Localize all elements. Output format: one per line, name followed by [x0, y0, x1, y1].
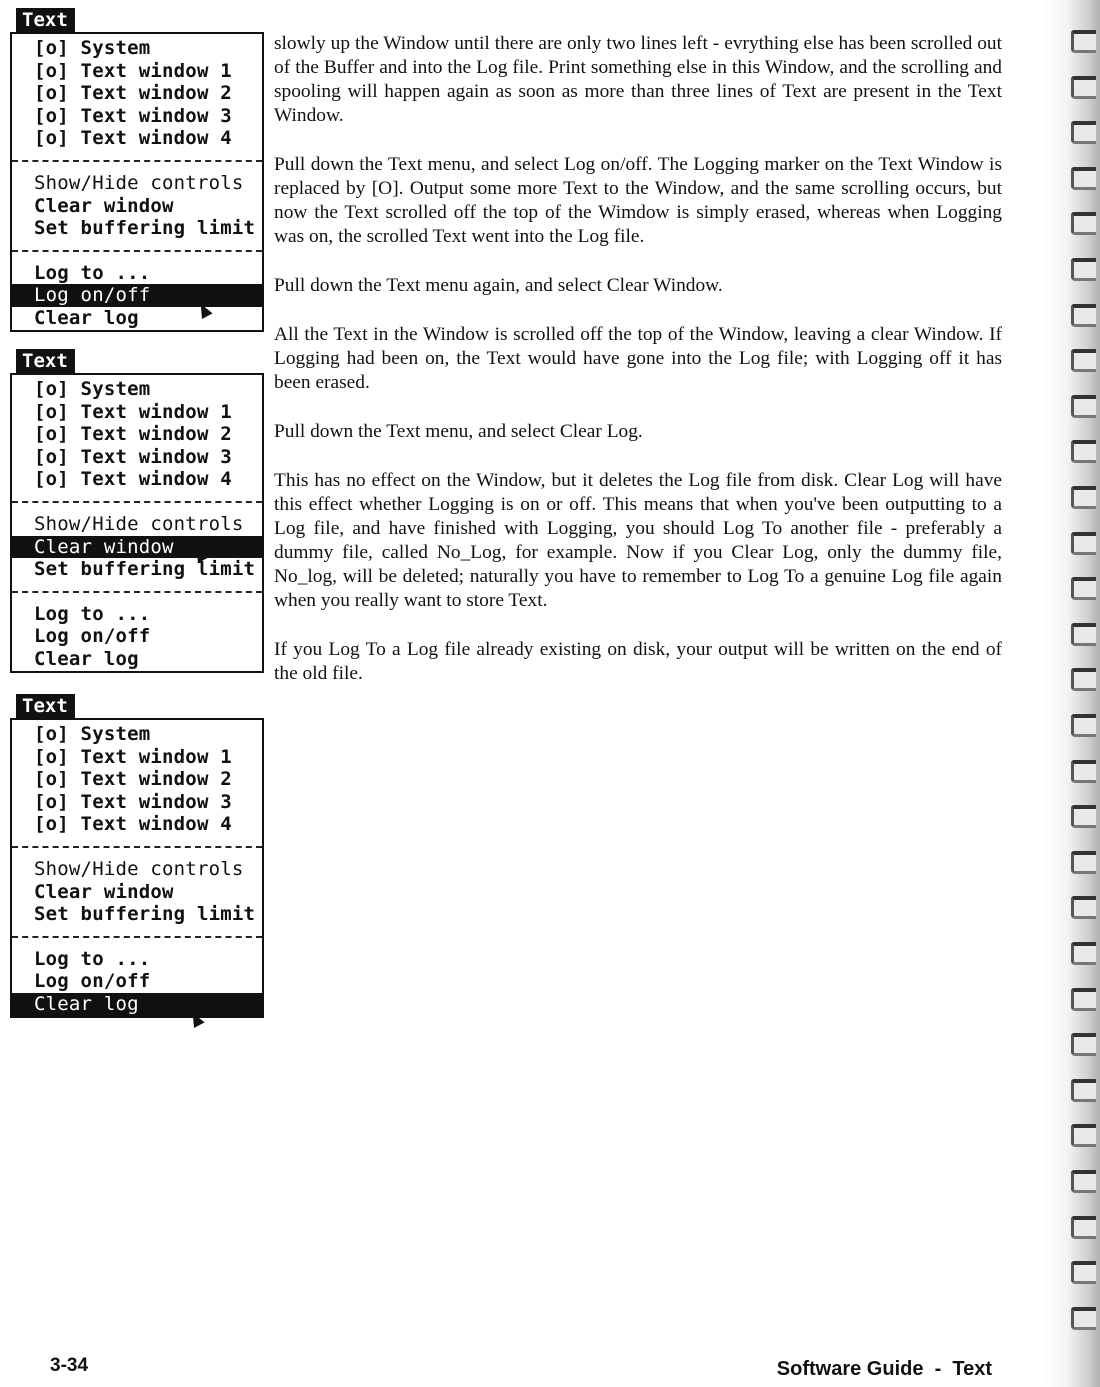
menu-item-log-to[interactable]: Log to ... [34, 261, 151, 284]
menu-item-set-buffering-limit[interactable]: Set buffering limit [34, 217, 256, 240]
paragraph-4: All the Text in the Window is scrolled off the top of the Window, leaving a clear Window. If Logging had been on, the Text would have gone into the Log file; with Logging off it has been erased. [274, 324, 1002, 393]
binding-hole [1071, 623, 1096, 646]
menu-separator [12, 936, 262, 938]
binding-hole [1071, 349, 1096, 372]
menu-separator [12, 846, 262, 848]
menu-title[interactable]: Text [16, 694, 75, 718]
binding-hole [1071, 1033, 1096, 1056]
menu-item-text-window-4[interactable]: [o] Text window 4 [34, 127, 232, 150]
menu-item-text-window-1[interactable]: [o] Text window 1 [34, 745, 232, 768]
menu-item-clear-log[interactable]: Clear log [12, 993, 262, 1016]
menu-item-text-window-1[interactable]: [o] Text window 1 [34, 59, 232, 82]
menu-separator [12, 501, 262, 503]
menu-item-log-on-off[interactable]: Log on/off [12, 284, 262, 307]
spiral-binding [1040, 0, 1100, 1387]
menu-item-show-hide-controls[interactable]: Show/Hide controls [34, 512, 244, 535]
binding-hole [1071, 851, 1096, 874]
binding-hole [1071, 76, 1096, 99]
menu-item-clear-window[interactable]: Clear window [12, 536, 262, 559]
binding-hole [1071, 121, 1096, 144]
binding-hole [1071, 805, 1096, 828]
binding-hole [1071, 212, 1096, 235]
body-text [274, 32, 1002, 711]
menu-dropdown [10, 718, 264, 1018]
paragraph-3: Pull down the Text menu again, and select Clear Window. [274, 275, 723, 296]
paragraph-6: This has no effect on the Window, but it deletes the Log file from disk. Clear Log will have this effect whether Logging is on or off. This means that when you've been outputting to a Log file, and have finished with Logging, you should Log To another file - preferably a dummy file, called No_Log, for example. Now if you Clear Log, only the dummy file, No_log, will be deleted; naturally you have to remember to Log To a genuine Log file again when you really want to store Text. [274, 470, 1002, 611]
menu-item-text-window-2[interactable]: [o] Text window 2 [34, 768, 232, 791]
menu-item-log-to[interactable]: Log to ... [34, 947, 151, 970]
binding-hole [1071, 167, 1096, 190]
menu-item-log-on-off[interactable]: Log on/off [34, 625, 151, 648]
menu-dropdown [10, 32, 264, 332]
menu-item-log-to[interactable]: Log to ... [34, 602, 151, 625]
page-number: 3-34 [50, 1355, 89, 1376]
menu-item-text-window-4[interactable]: [o] Text window 4 [34, 813, 232, 836]
paragraph-2: Pull down the Text menu, and select Log on/off. The Logging marker on the Text Window is replaced by [O]. Output some more Text to the Window, and the same scrolling occurs, but now the Text scrolled off the top of the Wimdow is simply erased, whereas when Logging was on, the scrolled Text went into the Log file. [274, 154, 1002, 247]
binding-hole [1071, 304, 1096, 327]
menu-item-system[interactable]: [o] System [34, 37, 151, 59]
menu-item-set-buffering-limit[interactable]: Set buffering limit [34, 903, 256, 926]
menu-item-set-buffering-limit[interactable]: Set buffering limit [34, 558, 256, 581]
menu-item-text-window-2[interactable]: [o] Text window 2 [34, 82, 232, 105]
menu-item-text-window-1[interactable]: [o] Text window 1 [34, 400, 232, 423]
binding-hole [1071, 896, 1096, 919]
menu-dropdown [10, 373, 264, 673]
menu-item-clear-window[interactable]: Clear window [34, 880, 174, 903]
menu-item-text-window-3[interactable]: [o] Text window 3 [34, 790, 232, 813]
binding-hole [1071, 760, 1096, 783]
binding-hole [1071, 258, 1096, 281]
binding-hole [1071, 668, 1096, 691]
paragraph-5: Pull down the Text menu, and select Clear Log. [274, 421, 643, 442]
binding-hole [1071, 440, 1096, 463]
menu-separator [12, 160, 262, 162]
binding-hole [1071, 1261, 1096, 1284]
menu-item-system[interactable]: [o] System [34, 723, 151, 745]
binding-hole [1071, 1124, 1096, 1147]
binding-hole [1071, 1216, 1096, 1239]
menu-item-clear-log[interactable]: Clear log [34, 306, 139, 329]
menu-item-system[interactable]: [o] System [34, 378, 151, 400]
menu-item-show-hide-controls[interactable]: Show/Hide controls [34, 171, 244, 194]
menu-item-text-window-4[interactable]: [o] Text window 4 [34, 468, 232, 491]
binding-hole [1071, 30, 1096, 53]
binding-hole [1071, 1307, 1096, 1330]
menu-item-text-window-3[interactable]: [o] Text window 3 [34, 104, 232, 127]
menu-separator [12, 591, 262, 593]
paragraph-7: If you Log To a Log file already existing on disk, your output will be written on the end of the old file. [274, 639, 1002, 684]
menu-item-log-on-off[interactable]: Log on/off [34, 970, 151, 993]
binding-hole [1071, 395, 1096, 418]
menu-item-show-hide-controls[interactable]: Show/Hide controls [34, 857, 244, 880]
binding-hole [1071, 988, 1096, 1011]
binding-hole [1071, 942, 1096, 965]
binding-hole [1071, 577, 1096, 600]
binding-hole [1071, 1170, 1096, 1193]
binding-hole [1071, 1079, 1096, 1102]
paragraph-1: slowly up the Window until there are only two lines left - evrything else has been scrolled out of the Buffer and into the Log file. Print something else in this Window, and the scrolling and spooling will happen again as soon as more than three lines of Text are present in the Text Window. [274, 33, 1002, 126]
menu-item-text-window-3[interactable]: [o] Text window 3 [34, 445, 232, 468]
menu-title[interactable]: Text [16, 8, 75, 32]
footer-title: Software Guide - Text [776, 1358, 992, 1380]
menu-item-clear-window[interactable]: Clear window [34, 194, 174, 217]
menu-item-text-window-2[interactable]: [o] Text window 2 [34, 423, 232, 446]
menu-separator [12, 250, 262, 252]
binding-hole [1071, 532, 1096, 555]
menu-item-clear-log[interactable]: Clear log [34, 647, 139, 670]
binding-hole [1071, 714, 1096, 737]
binding-hole [1071, 486, 1096, 509]
menu-title[interactable]: Text [16, 349, 75, 373]
